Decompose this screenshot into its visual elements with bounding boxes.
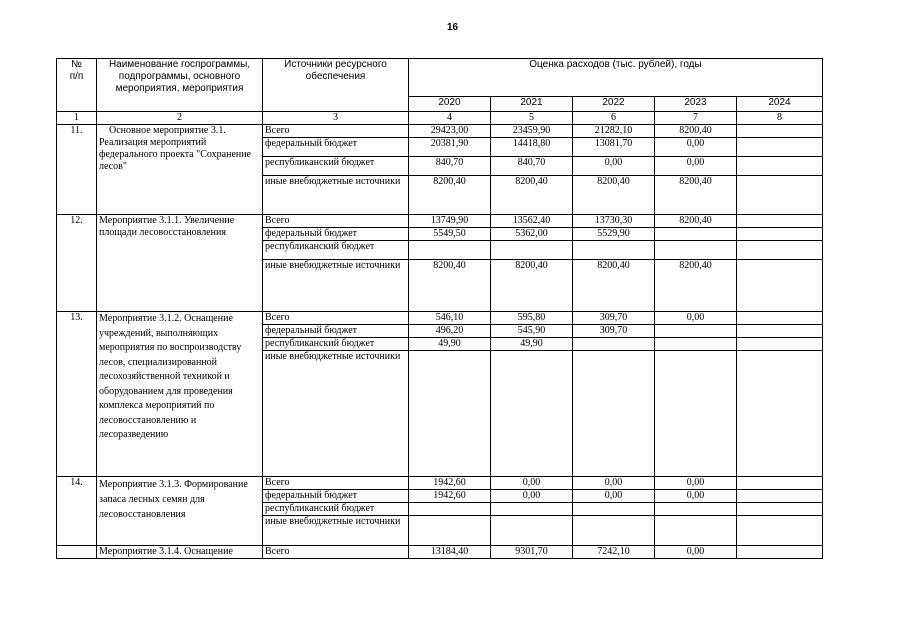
value-cell [737,260,823,312]
source-cell: федеральный бюджет [263,228,409,241]
value-cell [737,228,823,241]
value-cell [737,477,823,490]
source-cell: Всего [263,125,409,138]
row-name: Мероприятие 3.1.3. Формирование запаса лесных семян для лесовосстановления [97,477,263,546]
row-number: 13. [57,312,97,477]
index-cell: 1 [57,112,97,125]
value-cell: 21282,10 [573,125,655,138]
value-cell [655,325,737,338]
header-year: 2024 [737,97,823,112]
value-cell: 0,00 [655,157,737,176]
value-cell: 8200,40 [409,176,491,215]
source-cell: иные внебюджетные источники [263,176,409,215]
value-cell: 840,70 [491,157,573,176]
value-cell: 0,00 [573,477,655,490]
value-cell: 49,90 [491,338,573,351]
value-cell: 8200,40 [655,215,737,228]
value-cell [409,503,491,516]
source-cell: республиканский бюджет [263,338,409,351]
page-number: 16 [446,22,459,33]
value-cell: 0,00 [655,312,737,325]
header-number-label: № п/п [69,59,84,82]
value-cell: 0,00 [491,477,573,490]
value-cell: 8200,40 [573,260,655,312]
value-cell: 5549,50 [409,228,491,241]
source-cell: Всего [263,546,409,559]
value-cell [737,157,823,176]
value-cell: 8200,40 [491,176,573,215]
value-cell [737,490,823,503]
value-cell: 1942,60 [409,477,491,490]
value-cell: 0,00 [573,490,655,503]
header-source: Источники ресурсного обеспечения [263,59,409,112]
value-cell: 1942,60 [409,490,491,503]
value-cell [573,351,655,477]
source-cell: Всего [263,477,409,490]
value-cell [737,338,823,351]
value-cell [655,516,737,546]
value-cell [491,516,573,546]
value-cell: 8200,40 [573,176,655,215]
source-cell: федеральный бюджет [263,325,409,338]
index-cell: 5 [491,112,573,125]
value-cell [655,241,737,260]
value-cell: 595,80 [491,312,573,325]
index-cell: 8 [737,112,823,125]
value-cell: 13081,70 [573,138,655,157]
value-cell [573,241,655,260]
value-cell [409,351,491,477]
value-cell: 49,90 [409,338,491,351]
value-cell [737,215,823,228]
value-cell: 13184,40 [409,546,491,559]
value-cell: 7242,10 [573,546,655,559]
value-cell: 13562,40 [491,215,573,228]
row-number: 11. [57,125,97,215]
value-cell: 0,00 [655,138,737,157]
value-cell [491,503,573,516]
index-cell: 7 [655,112,737,125]
value-cell [737,503,823,516]
value-cell [491,351,573,477]
value-cell: 5529,90 [573,228,655,241]
index-cell: 2 [97,112,263,125]
value-cell [573,503,655,516]
row-number: 12. [57,215,97,312]
value-cell: 8200,40 [409,260,491,312]
value-cell: 309,70 [573,312,655,325]
value-cell: 29423,00 [409,125,491,138]
header-number [57,59,97,112]
value-cell: 546,10 [409,312,491,325]
header-estimate: Оценка расходов (тыс. рублей), годы [409,59,823,97]
value-cell: 496,20 [409,325,491,338]
value-cell: 8200,40 [655,260,737,312]
row-number: 14. [57,477,97,546]
header-name: Наименование госпрограммы, подпрограммы, основного мероприятия, мероприятия [97,59,263,112]
value-cell: 13749,90 [409,215,491,228]
index-cell: 6 [573,112,655,125]
value-cell [409,516,491,546]
value-cell [655,338,737,351]
value-cell [737,516,823,546]
value-cell: 309,70 [573,325,655,338]
source-cell: иные внебюджетные источники [263,516,409,546]
row-name: Мероприятие 3.1.2. Оснащение учреждений, выполняющих мероприятия по воспроизводству лесов, специализированной лесохозяйственной техникой и оборудованием для проведения комплекса мероприятий по лесовосстановлению и лесоразведению [97,312,263,477]
value-cell [737,138,823,157]
value-cell [573,516,655,546]
value-cell: 8200,40 [655,176,737,215]
value-cell: 20381,90 [409,138,491,157]
value-cell [737,176,823,215]
value-cell [737,325,823,338]
value-cell: 0,00 [573,157,655,176]
value-cell [491,241,573,260]
index-cell: 4 [409,112,491,125]
index-cell: 3 [263,112,409,125]
source-cell: республиканский бюджет [263,157,409,176]
value-cell: 14418,80 [491,138,573,157]
value-cell: 0,00 [655,546,737,559]
value-cell [737,125,823,138]
value-cell [737,241,823,260]
value-cell [655,228,737,241]
row-name: Основное мероприятие 3.1. Реализация мероприятий федерального проекта "Сохранение лесов" [97,125,263,215]
value-cell [409,241,491,260]
value-cell: 5362,00 [491,228,573,241]
value-cell [737,351,823,477]
source-cell: федеральный бюджет [263,490,409,503]
value-cell: 8200,40 [655,125,737,138]
value-cell: 0,00 [655,490,737,503]
value-cell [737,312,823,325]
source-cell: федеральный бюджет [263,138,409,157]
value-cell: 0,00 [655,477,737,490]
header-year: 2023 [655,97,737,112]
row-name: Мероприятие 3.1.4. Оснащение [97,546,263,559]
source-cell: Всего [263,312,409,325]
value-cell: 23459,90 [491,125,573,138]
budget-table [56,58,823,559]
header-year: 2021 [491,97,573,112]
value-cell: 545,90 [491,325,573,338]
source-cell: республиканский бюджет [263,503,409,516]
value-cell: 8200,40 [491,260,573,312]
source-cell: иные внебюджетные источники [263,351,409,477]
value-cell [737,546,823,559]
header-year: 2022 [573,97,655,112]
value-cell [573,338,655,351]
value-cell [655,503,737,516]
value-cell: 13730,30 [573,215,655,228]
value-cell: 9301,70 [491,546,573,559]
source-cell: республиканский бюджет [263,241,409,260]
source-cell: иные внебюджетные источники [263,260,409,312]
value-cell: 0,00 [491,490,573,503]
value-cell [655,351,737,477]
row-name: Мероприятие 3.1.1. Увеличение площади лесовосстановления [97,215,263,312]
source-cell: Всего [263,215,409,228]
header-year: 2020 [409,97,491,112]
row-number [57,546,97,559]
value-cell: 840,70 [409,157,491,176]
